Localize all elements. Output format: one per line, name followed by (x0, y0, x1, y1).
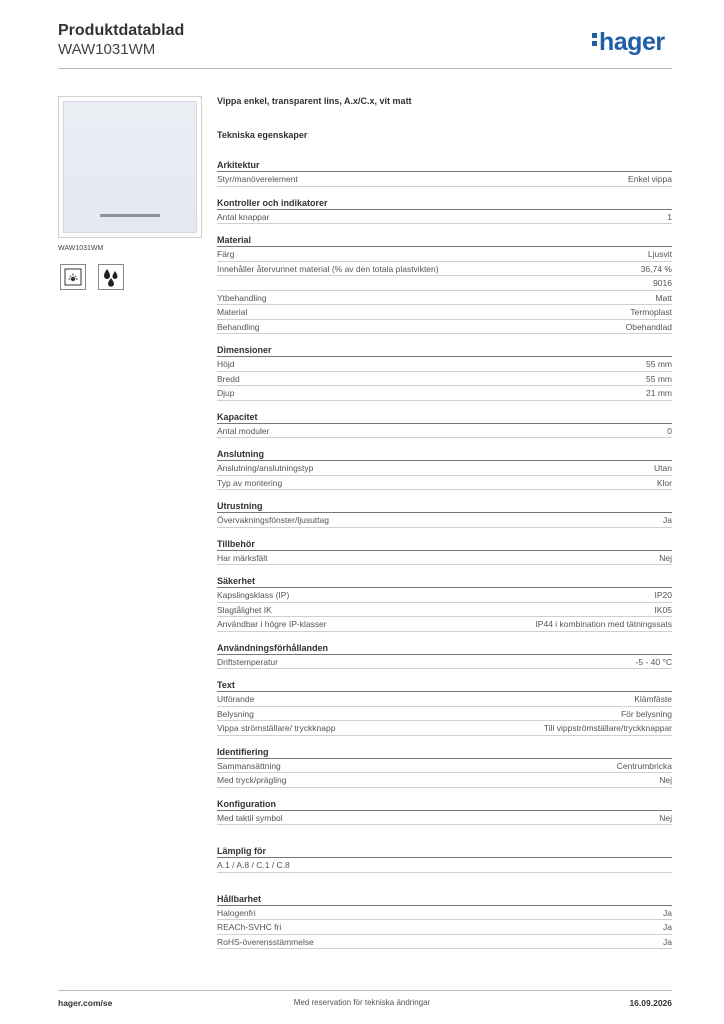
spec-row (217, 920, 672, 935)
spec-label: Sammansättning (217, 760, 281, 771)
group-title: Anslutning (217, 448, 672, 461)
spec-label: REACh-SVHC fri (217, 922, 282, 932)
spec-row (217, 291, 672, 306)
spec-label: Behandling (217, 321, 260, 332)
group-title: Säkerhet (217, 575, 672, 588)
spec-value: Nej (659, 812, 672, 823)
spec-label: Övervakningsfönster/ljusuttag (217, 515, 329, 525)
spec-group (217, 642, 672, 670)
spec-value: 36,74 % (640, 263, 672, 274)
group-title: Material (217, 234, 672, 247)
logo-dots-icon (592, 31, 598, 49)
spec-row (217, 476, 672, 491)
spec-row (217, 603, 672, 618)
spec-row (217, 588, 672, 603)
spec-group (217, 344, 672, 401)
spec-label: Typ av montering (217, 477, 283, 488)
group-title: Kontroller och indikatorer (217, 197, 672, 210)
spec-row (217, 320, 672, 335)
logo-text: hager (599, 28, 665, 56)
spec-label: Kapslingsklass (IP) (217, 590, 290, 600)
group-title: Kapacitet (217, 411, 672, 424)
spec-row (217, 386, 672, 401)
spec-label: Djup (217, 388, 235, 398)
spec-label: Med taktil symbol (217, 812, 283, 823)
suitable-for-text: A.1 / A.8 / C.1 / C.8 (217, 860, 290, 870)
spec-value: 9016 (653, 278, 672, 288)
spec-row (217, 262, 672, 277)
image-caption: WAW1031WM (58, 245, 104, 252)
page-title: Produktdatablad (58, 22, 185, 39)
spec-label: Antal moduler (217, 425, 270, 436)
spec-row (217, 655, 672, 670)
group-title: Tillbehör (217, 538, 672, 551)
lighting-symbol-icon (60, 264, 86, 290)
spec-row (217, 935, 672, 950)
group-title: Text (217, 679, 672, 692)
section-title: Tekniska egenskaper (217, 130, 308, 140)
spec-row (217, 551, 672, 566)
spec-value: IK05 (654, 604, 672, 615)
sustainability-group (217, 893, 672, 950)
spec-row (217, 906, 672, 921)
spec-value: Nej (659, 552, 672, 563)
spec-row (217, 773, 672, 788)
spec-label: Färg (217, 249, 235, 259)
spec-value: 55 mm (646, 359, 672, 369)
spec-value: Ljusvit (647, 249, 672, 259)
spec-group (217, 575, 672, 632)
spec-value: 55 mm (646, 373, 672, 384)
spec-label: Anslutning/anslutningstyp (217, 463, 314, 473)
spec-groups (217, 159, 672, 825)
spec-label: Material (217, 307, 248, 317)
transparent-lens (100, 214, 160, 217)
group-title: Användningsförhållanden (217, 642, 672, 655)
spec-group (217, 411, 672, 439)
spec-content (217, 95, 672, 949)
spec-value: För belysning (620, 708, 672, 719)
spec-label: Vippa strömställare/ tryckknapp (217, 723, 336, 733)
group-title: Utrustning (217, 500, 672, 513)
spec-label: Slagtålighet IK (217, 604, 272, 615)
spec-group (217, 159, 672, 187)
spec-row (217, 811, 672, 826)
spec-value: Utan (654, 463, 672, 473)
spec-row (217, 858, 672, 873)
group-title: Identifiering (217, 746, 672, 759)
spec-row (217, 692, 672, 707)
spec-label: Ytbehandling (217, 292, 267, 303)
spec-group (217, 746, 672, 788)
product-image (58, 96, 202, 238)
spec-row (217, 424, 672, 439)
spec-row (217, 759, 672, 774)
spec-label: Utförande (217, 694, 255, 704)
spec-value: Klor (656, 477, 672, 488)
footer-date: 16.09.2026 (629, 998, 672, 1008)
spec-value: Centrumbricka (616, 760, 672, 771)
spec-value: Ja (663, 922, 672, 932)
spec-row (217, 305, 672, 320)
group-title: Lämplig för (217, 845, 672, 858)
spec-value: Ja (663, 907, 672, 918)
spec-label: Antal knappar (217, 211, 270, 222)
spec-label: Med tryck/prägling (217, 775, 287, 785)
spec-label: Användbar i högre IP-klasser (217, 619, 327, 629)
spec-group (217, 500, 672, 528)
product-description: Vippa enkel, transparent lins, A.x/C.x, vit matt (217, 96, 412, 106)
spec-group (217, 448, 672, 490)
spec-label: Driftstemperatur (217, 656, 278, 667)
spec-row (217, 707, 672, 722)
spec-value: 1 (667, 211, 672, 222)
group-title: Dimensioner (217, 344, 672, 357)
group-title: Hållbarhet (217, 893, 672, 906)
spec-value: IP20 (654, 590, 672, 600)
spec-value: Nej (659, 775, 672, 785)
group-title: Konfiguration (217, 798, 672, 811)
footer-disclaimer: Med reservation för tekniska ändringar (293, 998, 431, 1007)
spec-label: RoHS-överensstämmelse (217, 936, 314, 947)
spec-value: 21 mm (646, 388, 672, 398)
spec-group (217, 197, 672, 225)
switch-plate (63, 101, 197, 233)
spec-value: Obehandlad (625, 321, 672, 332)
spec-row (217, 172, 672, 187)
spec-value: Matt (655, 292, 672, 303)
spec-label: Innehåller återvunnet material (% av den totala plastvikten) (217, 263, 439, 274)
water-drops-icon (98, 264, 124, 290)
spec-row (217, 513, 672, 528)
spec-group (217, 234, 672, 334)
spec-group (217, 538, 672, 566)
spec-value: IP44 i kombination med tätningssats (535, 619, 672, 629)
hager-logo (592, 28, 665, 57)
spec-label: Halogenfri (217, 907, 256, 918)
spec-value: Till vippströmställare/tryckknappar (543, 723, 672, 733)
spec-value: -5 - 40 °C (635, 656, 672, 667)
spec-label: Styr/manöverelement (217, 174, 298, 184)
spec-value: Ja (663, 515, 672, 525)
spec-row (217, 721, 672, 736)
spec-value: Ja (663, 936, 672, 947)
suitable-for-group (217, 845, 672, 873)
header-divider (58, 68, 672, 69)
spec-group (217, 679, 672, 736)
footer-website: hager.com/se (58, 998, 113, 1008)
spec-row (217, 247, 672, 262)
spec-row (217, 276, 672, 291)
spec-row (217, 210, 672, 225)
spec-row (217, 357, 672, 372)
spec-label: Bredd (217, 373, 240, 384)
spec-group (217, 798, 672, 826)
spec-label: Höjd (217, 359, 235, 369)
footer-divider (58, 990, 672, 991)
spec-row (217, 372, 672, 387)
spec-value: 0 (667, 425, 672, 436)
spec-row (217, 461, 672, 476)
spec-label: Belysning (217, 708, 254, 719)
product-code: WAW1031WM (58, 41, 156, 58)
group-title: Arkitektur (217, 159, 672, 172)
spec-label: Har märksfält (217, 552, 268, 563)
spec-value: Enkel vippa (628, 174, 672, 184)
spec-value: Termoplast (630, 307, 672, 317)
spec-value: Klämfäste (634, 694, 672, 704)
spec-row (217, 617, 672, 632)
